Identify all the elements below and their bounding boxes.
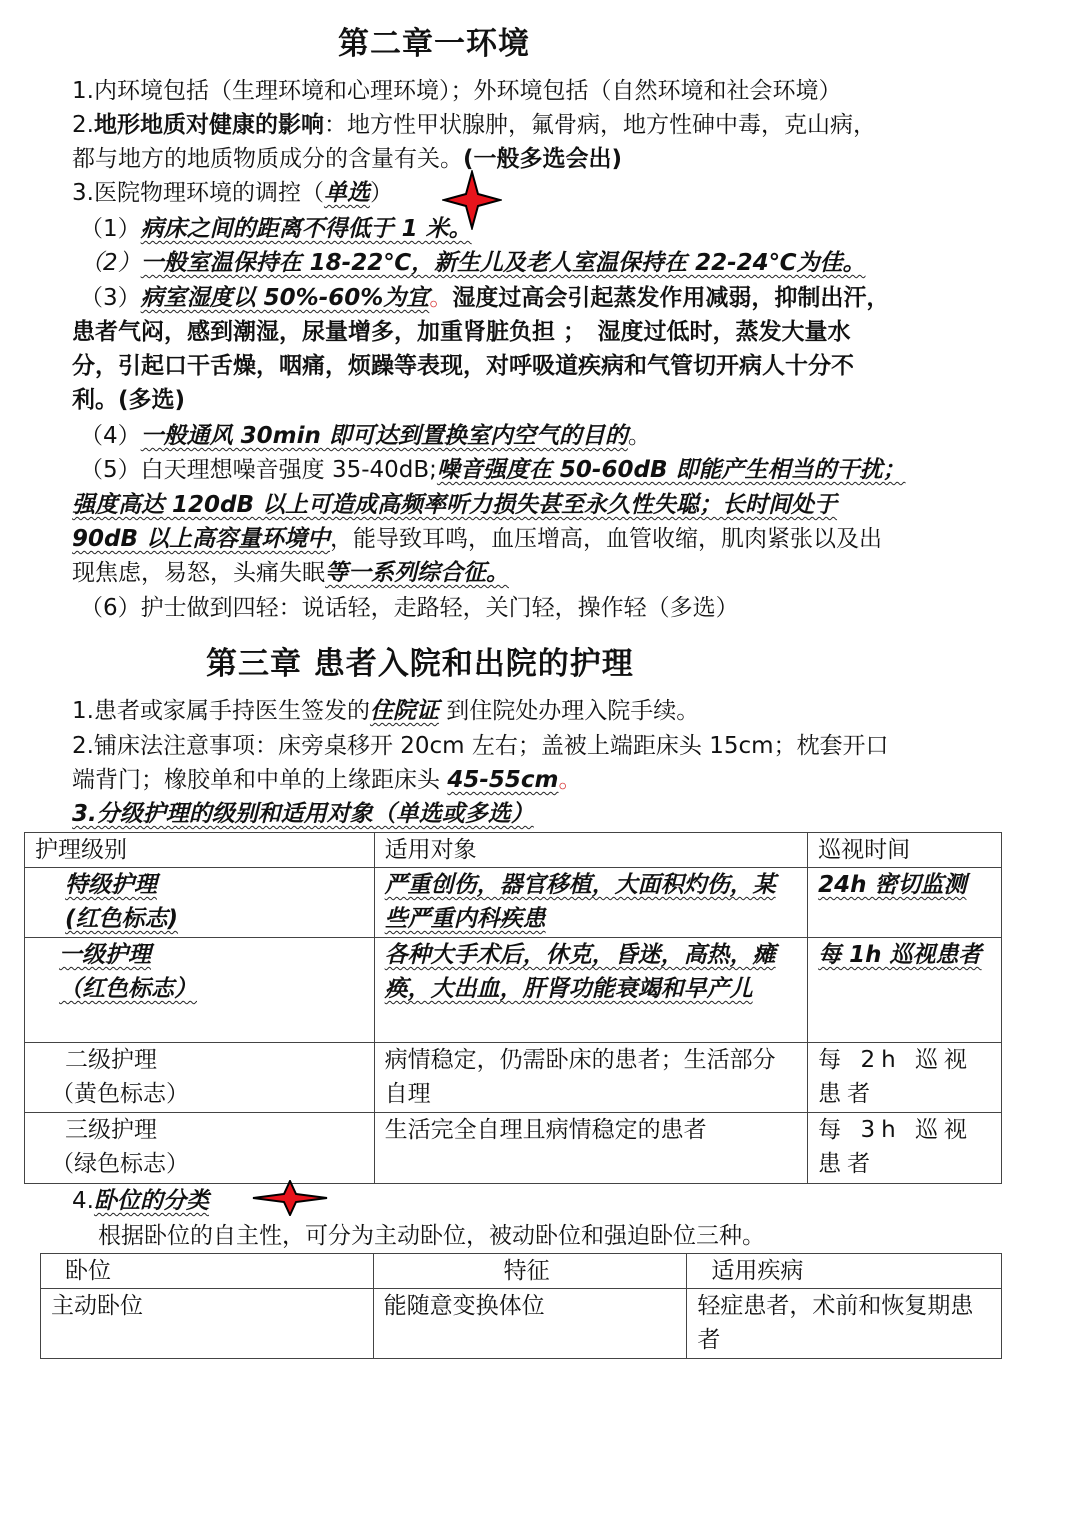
patrol-cell	[808, 868, 1002, 938]
care-level-table	[24, 832, 1002, 1184]
item1-em: 住院证	[369, 698, 439, 724]
patrol-text: 24h 密切监测	[818, 872, 967, 898]
level-cell	[25, 938, 375, 1043]
header-cell: 特征	[373, 1254, 687, 1289]
ch2-sub5-line3	[72, 522, 882, 556]
table-row	[41, 1289, 1002, 1359]
ch3-item1	[72, 694, 699, 728]
item2-text: ：地方性甲状腺肿，氟骨病，地方性砷中毒，克山病，	[323, 112, 876, 138]
item2-text: 端背门；橡胶单和中单的上缘距床头	[72, 767, 448, 793]
item1-suffix: 到住院处办理入院手续。	[438, 698, 700, 724]
position-table	[40, 1253, 1002, 1359]
red-dot: 。	[558, 767, 582, 793]
applies-cell: 轻症患者，术前和恢复期患者	[687, 1289, 1002, 1359]
sub-number: （6）	[80, 595, 141, 621]
table-row	[25, 938, 1002, 1043]
sub3-text: 湿度过高会引起蒸发作用减弱，抑制出汗，	[452, 285, 890, 311]
item3-title-text: 3.医院物理环境的调控（	[72, 180, 324, 206]
ch2-sub5-line2	[72, 488, 837, 522]
sub6-text: 护士做到四轻：说话轻，走路轻，关门轻，操作轻（多选）	[140, 595, 739, 621]
target-cell	[374, 868, 808, 938]
sub-number: （2）	[80, 250, 141, 276]
table-row	[25, 868, 1002, 938]
item1-text: 1.患者或家属手持医生签发的	[72, 698, 370, 724]
sub3-em: 病室湿度以 50%-60%为宜	[140, 285, 430, 311]
ch2-sub3-line2: 患者气闷，感到潮湿，尿量增多，加重肾脏负担 ； 湿度过低时，蒸发大量水	[72, 319, 851, 345]
ch2-sub3-line3: 分，引起口干舌燥，咽痛，烦躁等表现，对呼吸道疾病和气管切开病人十分不	[72, 353, 854, 379]
ch3-item3-title	[72, 797, 534, 831]
sub5-em3: 90dB 以上高容量环境中	[72, 526, 331, 552]
patrol-text: 每 1h 巡视患者	[818, 942, 982, 968]
ch3-item2-line1: 2.铺床法注意事项：床旁桌移开 20cm 左右；盖被上端距床头 15cm；枕套开口	[72, 733, 889, 759]
sub-number: （1）	[80, 216, 141, 242]
ch2-sub5-line4	[72, 556, 509, 590]
patrol-cell: 每 3h 巡视患者	[808, 1113, 1002, 1184]
level-cell	[25, 868, 375, 938]
ch2-item2-line2	[72, 142, 622, 176]
chapter3-title: 第三章 患者入院和出院的护理	[206, 646, 634, 682]
level-name: 二级护理	[65, 1047, 157, 1073]
ch3-item4-title	[72, 1184, 209, 1218]
item2-note: (一般多选会出)	[463, 146, 623, 172]
target-text: 严重创伤，器官移植，大面积灼伤，某些严重内科疾患	[384, 872, 776, 932]
ch2-sub3-line4: 利。(多选)	[72, 387, 186, 413]
sub-number: （4）	[80, 423, 141, 449]
position-cell: 主动卧位	[41, 1289, 374, 1359]
item-number: 2.	[72, 112, 94, 138]
header-cell: 巡视时间	[808, 833, 1002, 868]
ch3-item4-desc: 根据卧位的自主性，可分为主动卧位，被动卧位和强迫卧位三种。	[98, 1223, 765, 1249]
target-text: 各种大手术后，休克，昏迷，高热，瘫痪，大出血，肝肾功能衰竭和早产儿	[384, 942, 776, 1002]
target-cell	[374, 938, 808, 1043]
sub5-em2: 强度高达 120dB 以上可造成高频率听力损失甚至永久性失聪；长时间处于	[72, 492, 838, 518]
ch2-sub3-line1	[80, 281, 889, 315]
ch2-item3-title	[72, 176, 393, 210]
sub-number: （3）	[80, 285, 141, 311]
table-row	[25, 1113, 1002, 1184]
target-cell: 生活完全自理且病情稳定的患者	[374, 1113, 808, 1184]
level-mark: （黄色标志）	[51, 1081, 189, 1107]
ch2-sub4	[80, 419, 651, 453]
sub-number: （5）	[80, 457, 141, 483]
item3-title-suffix: ）	[369, 180, 393, 206]
level-cell	[25, 1113, 375, 1184]
table-header-row	[25, 833, 1002, 868]
ch2-sub5-line1	[80, 453, 906, 487]
header-cell: 卧位	[41, 1254, 374, 1289]
sub5-em1: 噪音强度在 50-60dB 即能产生相当的干扰；	[436, 457, 906, 483]
item2-text-cont: 都与地方的地质物质成分的含量有关。	[72, 146, 463, 172]
feature-cell: 能随意变换体位	[373, 1289, 687, 1359]
sub5-text-cont: ，能导致耳鸣，血压增高，血管收缩，肌肉紧张以及出	[330, 526, 883, 552]
sub4-text: 一般通风 30min 即可达到置换室内空气的目的	[140, 423, 628, 449]
sub1-text: 病床之间的距离不得低于 1 米。	[140, 216, 472, 242]
ch2-sub1	[80, 212, 472, 246]
level-cell	[25, 1043, 375, 1113]
sub2-text: 一般室温保持在 18-22℃，新生儿及老人室温保持在 22-24℃为佳。	[140, 250, 866, 276]
level-mark: (红色标志)	[65, 906, 179, 932]
red-dot: 。	[429, 285, 453, 311]
level-name: 特级护理	[65, 872, 157, 898]
table-row	[25, 1043, 1002, 1113]
sub5-text-end: 现焦虑，易怒，头痛失眠	[72, 560, 325, 586]
header-cell: 护理级别	[25, 833, 375, 868]
item2-em: 45-55cm	[447, 767, 559, 793]
item4-em: 卧位的分类	[93, 1188, 209, 1214]
ch2-item1: 1.内环境包括（生理环境和心理环境）；外环境包括（自然环境和社会环境）	[72, 78, 842, 104]
chapter2-title: 第二章一环境	[338, 26, 530, 62]
red-star-icon	[252, 1180, 328, 1216]
ch2-sub2	[80, 246, 865, 280]
header-cell: 适用疾病	[687, 1254, 1002, 1289]
level-name: 一级护理	[59, 942, 151, 968]
sub4-end: 。	[627, 423, 651, 449]
ch2-sub6	[80, 591, 739, 625]
item3-title: 3.分级护理的级别和适用对象（单选或多选）	[72, 801, 534, 827]
level-name: 三级护理	[65, 1117, 157, 1143]
level-mark: （红色标志）	[59, 976, 197, 1002]
item2-heading: 地形地质对健康的影响	[93, 112, 324, 138]
table-header-row	[41, 1254, 1002, 1289]
item3-title-em: 单选	[323, 180, 370, 206]
sub5-em4: 等一系列综合征。	[325, 560, 509, 586]
patrol-cell	[808, 938, 1002, 1043]
ch2-item2-line1	[72, 108, 876, 142]
target-cell: 病情稳定，仍需卧床的患者；生活部分自理	[374, 1043, 808, 1113]
level-mark: （绿色标志）	[51, 1151, 189, 1177]
header-cell: 适用对象	[374, 833, 808, 868]
sub5-text: 白天理想噪音强度 35-40dB;	[140, 457, 437, 483]
item-number: 4.	[72, 1188, 94, 1214]
ch3-item2-line2	[72, 763, 581, 797]
patrol-cell: 每 2h 巡视患者	[808, 1043, 1002, 1113]
